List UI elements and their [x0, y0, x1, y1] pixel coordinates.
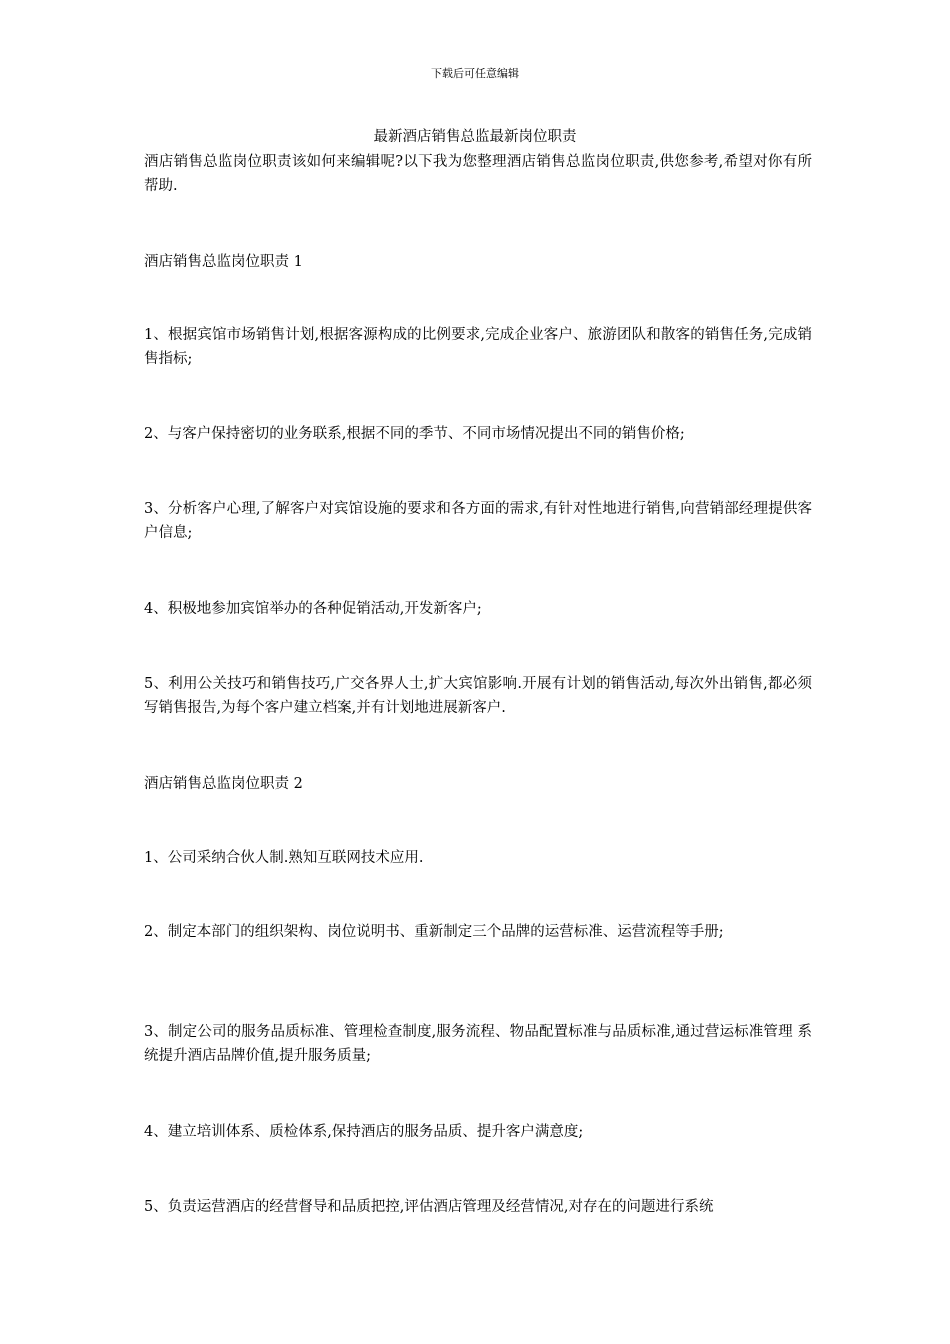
- intro-paragraph: 酒店销售总监岗位职责该如何来编辑呢?以下我为您整理酒店销售总监岗位职责,供您参考,希望对你有所帮助.: [144, 154, 812, 194]
- document-title: 最新酒店销售总监最新岗位职责: [373, 129, 577, 145]
- section2-item-1: 1、公司采纳合伙人制.熟知互联网技术应用.: [144, 850, 424, 866]
- section1-heading: 酒店销售总监岗位职责 1: [144, 254, 303, 270]
- section2-item-5: 5、负责运营酒店的经营督导和品质把控,评估酒店管理及经营情况,对存在的问题进行系统: [144, 1199, 714, 1215]
- section2-item-2: 2、制定本部门的组织架构、岗位说明书、重新制定三个品牌的运营标准、运营流程等手册;: [144, 924, 724, 940]
- section1-item-3: 3、分析客户心理,了解客户对宾馆设施的要求和各方面的需求,有针对性地进行销售,向营销部经理提供客户信息;: [144, 501, 812, 541]
- section2-heading: 酒店销售总监岗位职责 2: [144, 776, 303, 792]
- header-note: 下载后可任意编辑: [431, 67, 519, 80]
- section1-item-1: 1、根据宾馆市场销售计划,根据客源构成的比例要求,完成企业客户、旅游团队和散客的销售任务,完成销售指标;: [144, 327, 812, 367]
- section1-item-5: 5、利用公关技巧和销售技巧,广交各界人士,扩大宾馆影响.开展有计划的销售活动,每次外出销售,都必须写销售报告,为每个客户建立档案,并有计划地进展新客户.: [144, 676, 812, 716]
- section2-item-4: 4、建立培训体系、质检体系,保持酒店的服务品质、提升客户满意度;: [144, 1124, 584, 1140]
- section1-item-4: 4、积极地参加宾馆举办的各种促销活动,开发新客户;: [144, 601, 482, 617]
- section2-item-3: 3、制定公司的服务品质标准、管理检查制度,服务流程、物品配置标准与品质标准,通过营运标准管理 系统提升酒店品牌价值,提升服务质量;: [144, 1024, 812, 1064]
- section1-item-2: 2、与客户保持密切的业务联系,根据不同的季节、不同市场情况提出不同的销售价格;: [144, 426, 685, 442]
